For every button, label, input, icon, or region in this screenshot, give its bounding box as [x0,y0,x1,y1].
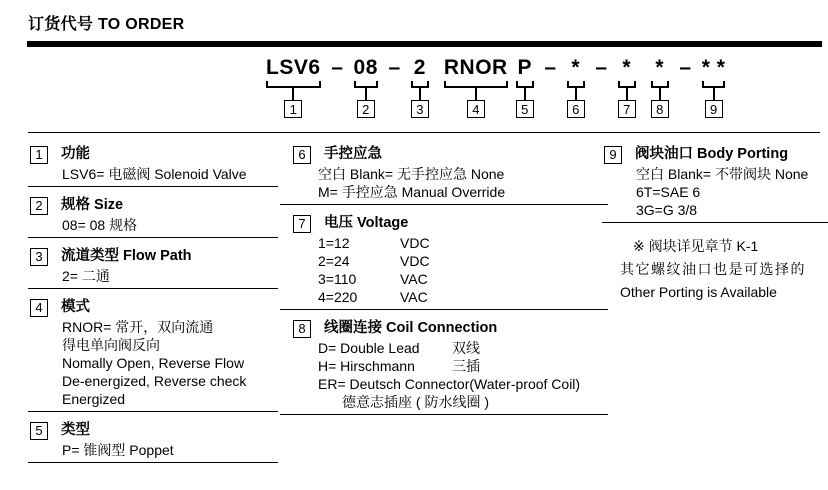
coil-row [318,339,608,357]
section-number-box: 7 [293,215,311,233]
voltage-code: 4=220 [318,289,358,305]
code-number-box: 7 [618,100,636,118]
porting-note [620,235,828,304]
code-text: * [571,56,581,79]
section-number-box: 2 [30,197,48,215]
section-line: 德意志插座 ( 防水线圈 ) [342,394,489,410]
code-text: P [517,56,532,79]
code-number-box: 5 [516,100,534,118]
section-9-body-porting [602,143,828,223]
code-segment-model [266,56,321,118]
section-5-type [28,419,278,463]
column-middle [280,143,608,422]
section-body [318,339,608,411]
section-body [62,267,278,285]
section-divider [28,237,278,238]
section-line: LSV6= 电磁阀 Solenoid Valve [62,166,247,182]
section-divider [28,411,278,412]
coil-row [318,357,608,375]
bracket-stem [524,88,526,100]
title-rule [27,41,822,47]
section-number-box: 1 [30,146,48,164]
section-line: Energized [62,391,126,407]
coil-code: H= Hirschmann [318,358,415,374]
bracket [444,81,508,88]
section-header [28,143,278,165]
code-segment-body-porting [702,56,726,118]
voltage-unit: VAC [400,289,428,305]
section-divider [280,204,608,205]
code-number-box: 4 [467,100,485,118]
code-segment-coil-connection [651,56,669,118]
section-line: RNOR= 常开，双向流通 [62,319,214,335]
section-title: 类型 [61,422,90,438]
voltage-unit: VAC [400,271,428,287]
code-dash [677,56,694,80]
dash-text: – [595,56,608,79]
section-number-box: 8 [293,320,311,338]
section-number-box: 9 [604,146,622,164]
voltage-code: 2=24 [318,253,350,269]
section-line: 空白 Blank= 无手控应急 None [318,166,505,182]
section-header [602,143,828,165]
code-text: LSV6 [266,56,321,79]
section-divider [28,186,278,187]
bracket [516,81,534,88]
section-6-manual-override [280,143,608,205]
section-header [28,245,278,267]
section-body [318,234,608,306]
section-3-flow-path [28,245,278,289]
coil-label: 双线 [452,340,480,356]
column-right [602,143,828,304]
voltage-row [318,252,608,270]
section-line: M= 手控应急 Manual Override [318,184,506,200]
voltage-code: 1=12 [318,235,350,251]
section-8-coil-connection [280,317,608,415]
section-line: 3G=G 3/8 [636,202,698,218]
bracket [618,81,636,88]
bracket-stem [419,88,421,100]
section-header [280,143,608,165]
diagram-rule [28,132,820,133]
section-title: 阀块油口 Body Porting [635,146,789,162]
page-title: 订货代号 TO ORDER [28,16,185,33]
note-line: Other Porting is Available [620,284,777,300]
code-segment-manual-override [567,56,585,118]
bracket [354,81,378,88]
bracket-stem [626,88,628,100]
section-divider [28,288,278,289]
code-text: RNOR [443,56,508,79]
section-line: De-energized, Reverse check [62,373,247,389]
voltage-row [318,288,608,306]
section-title: 规格 Size [61,197,124,213]
section-header [28,419,278,441]
dash-text: – [331,56,343,79]
section-line: 6T=SAE 6 [636,184,701,200]
bracket-stem [659,88,661,100]
section-title: 电压 Voltage [324,215,409,231]
section-header [280,317,608,339]
code-text: 08 [353,56,378,79]
code-segment-type [516,56,534,118]
code-number-box: 9 [705,100,723,118]
dash-text: – [544,56,557,79]
section-body [636,165,828,219]
code-dash [386,56,403,80]
bracket-stem [292,88,294,100]
code-dash [593,56,610,80]
dash-text: – [388,56,401,79]
section-line: 2= 二通 [62,268,110,284]
section-line: Nomally Open, Reverse Flow [62,355,245,371]
code-number-box: 6 [567,100,585,118]
code-text: 2 [413,56,426,79]
section-number-box: 6 [293,146,311,164]
section-title: 流道类型 Flow Path [61,248,192,264]
section-body [62,165,278,183]
column-left [28,143,278,470]
bracket [651,81,669,88]
coil-label: 三插 [452,358,480,374]
coil-code: D= Double Lead [318,340,420,356]
section-header [28,296,278,318]
section-divider [602,222,828,223]
section-divider [280,309,608,310]
code-dash [329,56,346,80]
section-title: 模式 [61,299,90,315]
bracket-stem [365,88,367,100]
bracket-stem [475,88,477,100]
bracket [567,81,585,88]
voltage-code: 3=110 [318,271,357,287]
dash-text: – [679,56,692,79]
section-line: ER= Deutsch Connector(Water-proof Coil) [318,376,581,392]
section-line: 08= 08 规格 [62,217,138,233]
section-2-size [28,194,278,238]
code-number-box: 3 [411,100,429,118]
code-text: * [655,56,665,79]
code-text: * [622,56,632,79]
section-line: 得电单向阀反向 [62,337,160,353]
section-title: 手控应急 [324,146,382,162]
code-number-box: 2 [357,100,375,118]
note-line: 其它螺纹油口也是可选择的 [620,261,806,277]
section-number-box: 4 [30,299,48,317]
section-4-mode [28,296,278,412]
code-dash [542,56,559,80]
section-divider [28,462,278,463]
section-body [62,216,278,234]
order-code-diagram [266,56,725,118]
code-number-box: 8 [651,100,669,118]
bracket-stem [575,88,577,100]
section-header [280,212,608,234]
code-segment-size [354,56,378,118]
voltage-row [318,234,608,252]
section-header [28,194,278,216]
bracket-stem [713,88,715,100]
section-body [62,318,278,408]
code-segment-voltage [618,56,636,118]
section-number-box: 5 [30,422,48,440]
section-7-voltage [280,212,608,310]
bracket [266,81,321,88]
code-segment-flow-path [411,56,429,118]
section-number-box: 3 [30,248,48,266]
section-divider [280,414,608,415]
bracket [411,81,429,88]
section-title: 线圈连接 Coil Connection [324,320,498,336]
section-body [62,441,278,459]
code-number-box: 1 [284,100,302,118]
section-line: 空白 Blank= 不带阀块 None [636,166,809,182]
code-text: * * [701,56,726,79]
voltage-unit: VDC [400,235,430,251]
voltage-row [318,270,608,288]
section-body [318,165,608,201]
section-1-function [28,143,278,187]
section-title: 功能 [61,146,90,162]
code-segment-mode [444,56,508,118]
section-line: P= 锥阀型 Poppet [62,442,174,458]
voltage-unit: VDC [400,253,430,269]
note-line: ※ 阀块详见章节 K-1 [633,238,759,254]
bracket [702,81,726,88]
